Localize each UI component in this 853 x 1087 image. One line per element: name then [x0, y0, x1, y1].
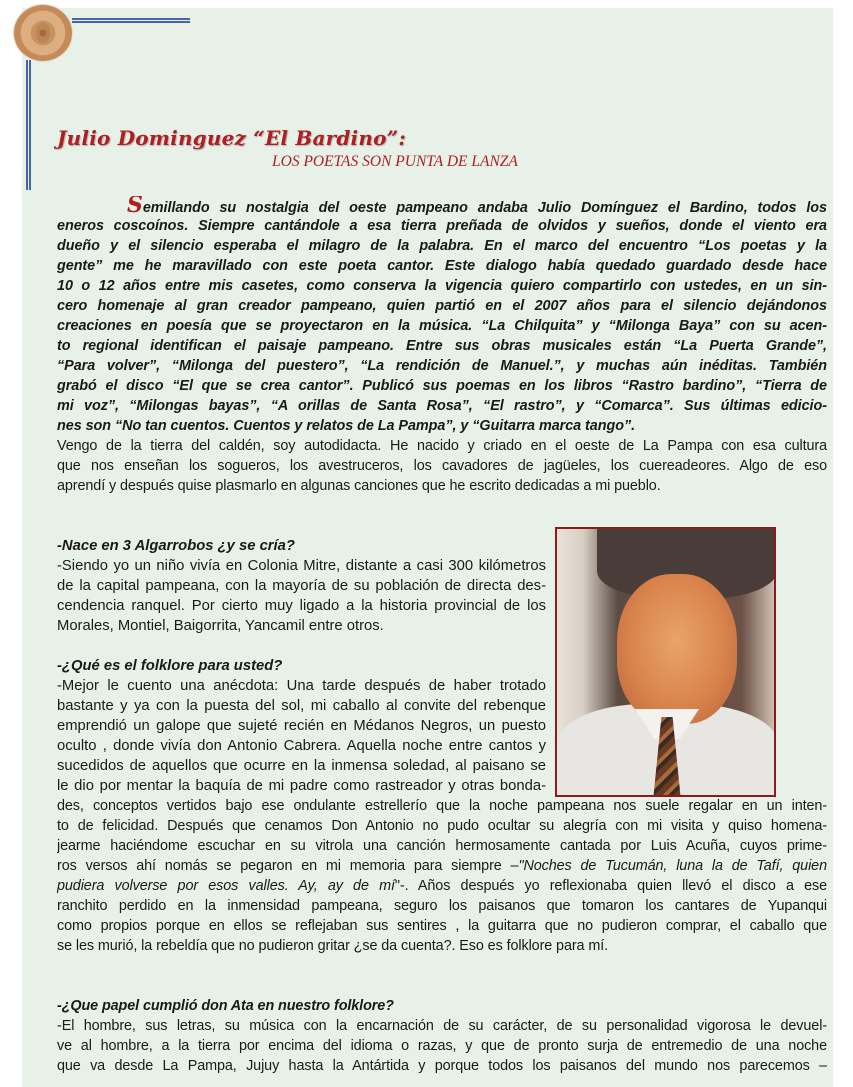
q2-answer-line: oculto , donde vivía don Antonio Cabrera. Aquella noche entre cantos y: [57, 738, 546, 754]
q2-answer-line: le dio por mentar la baquía de mi padre como rastreador y otras bonda-: [57, 778, 546, 794]
portrait-photo: [555, 527, 776, 797]
statement-line: aprendí y después quise plasmarlo en algunas canciones que he escrito dedicadas a mi pueblo.: [57, 478, 661, 494]
intro-line: 10 o 12 años entre mis casetes, como conserva la vigencia quiero compartirlo con ustedes, en un sin-: [57, 278, 827, 294]
q2-quote-line: [57, 876, 827, 896]
q1-question: -Nace en 3 Algarrobos ¿y se cría?: [57, 538, 295, 554]
q2-answer-line: -Mejor le cuento una anécdota: Una tarde después de haber trotado: [57, 678, 546, 694]
statement-line: que nos enseñan los sogueros, los avestruceros, los cavadores de jagüeles, los cuereadeores. Algo de eso: [57, 458, 827, 474]
q1-answer-line: Morales, Montiel, Baigorrita, Yancamil entre otros.: [57, 618, 384, 634]
statement-paragraph: [57, 436, 827, 496]
q3-answer-line: ve al hombre, a la tierra por encima del idioma o razas, y que de pronto surja de entremedio de una noche: [57, 1038, 827, 1054]
q1-answer-line: cendencia ranquel. Por cierto muy ligado a la historia provincial de los: [57, 598, 546, 614]
intro-line: gente” me he maravillado con este poeta cantor. Este dialogo había quedado guardado desde hace: [57, 258, 827, 274]
intro-line: nes son “No tan cuentos. Cuentos y relatos de La Pampa”, y “Guitarra marca tango”.: [57, 418, 636, 434]
intro-line: creaciones en poesía que se proyectaron en la música. “La Chilquita” y “Milonga Baya” con su acen-: [57, 318, 827, 334]
q2-quote-rest: "-. Años después yo reflexionaba quien llevó el disco a ese: [394, 878, 827, 894]
intro-line: cero homenaje al gran creador pampeano, quien partió en el 2007 años para el silencio dejándonos: [57, 298, 827, 314]
q1-answer-line: -Siendo yo un niño vivía en Colonia Mitre, distante a casi 300 kilómetros: [57, 558, 546, 574]
intro-line: “Para volver”, “Milonga del puestero”, “La rendición de Manuel.”, y muchas aún inéditas. También: [57, 358, 827, 374]
article-subtitle: LOS POETAS SON PUNTA DE LANZA: [272, 153, 518, 170]
intro-line-text: emillando su nostalgia del oeste pampeano andaba Julio Domínguez el Bardino, todos los: [142, 200, 827, 216]
q3-block: [57, 996, 827, 1076]
statement-line: Vengo de la tierra del caldén, soy autodidacta. He nacido y criado en el oeste de La Pampa con esa cultura: [57, 438, 827, 454]
q2-quote-prefix: ros versos ahí nomás se pegaron en mi memoria para siempre –: [57, 858, 519, 874]
intro-line: [57, 196, 827, 216]
medallion-icon: [14, 5, 72, 61]
medallion-center: [36, 23, 50, 43]
q2-block: [57, 656, 546, 796]
intro-line: to regional identifican el paisaje pampeano. Entre sus obras musicales están “La Puerta Grande”,: [57, 338, 827, 354]
intro-line: dueño y el silencio esperaba el milagro de la palabra. En el marco del encuentro “Los poetas y la: [57, 238, 827, 254]
q2-answer-line: emprendió un galope que sujeté recién en Médanos Negros, un puesto: [57, 718, 546, 734]
article-title: Julio Dominguez “El Bardino”:: [57, 126, 406, 150]
q3-answer-line: -El hombre, sus letras, su música con la encarnación de su carácter, de su personalidad vigorosa le devuel-: [57, 1018, 827, 1034]
q3-answer-line: que va desde La Pampa, Jujuy hasta la Antártida y porque todos los paisanos del mundo nos parecemos –: [57, 1058, 827, 1074]
q2-question: -¿Qué es el folklore para usted?: [57, 658, 283, 674]
q2-quote-line: [57, 856, 827, 876]
intro-line: mi voz”, “Milongas bayas”, “A orillas de Santa Rosa”, “El rastro”, y “Comarca”. Sus últimas edicio-: [57, 398, 827, 414]
q2-quote-italic-2: pudiera volverse por esos valles. Ay, ay de mí: [57, 878, 395, 894]
q2-continued: [57, 796, 827, 956]
drop-cap: S: [127, 196, 143, 216]
q2-closing-line: como propios porque en ellos se reflejaban sus sentires , la guitarra que no pudieron comprar, el caballo que: [57, 918, 827, 934]
q2-answer-line: to de felicidad. Después que cenamos Don Antonio no pudo ocultar su alegría con mi visita y quiso homena-: [57, 818, 827, 834]
q1-answer-line: de la capital pampeana, con la mayoría de su población de directa des-: [57, 578, 546, 594]
left-double-rule: [26, 60, 31, 190]
q1-block: [57, 536, 546, 636]
q2-answer-line: des, conceptos vertidos bajo ese ondulante estrellerío que la noche pampeana nos suele regalar en un inten-: [57, 798, 827, 814]
q2-quote-italic: "Noches de Tucumán, luna la de Tafí, quien: [518, 858, 827, 874]
photo-face: [617, 574, 737, 724]
q2-closing-line: se les murió, la rebeldía que no pudieron gritar ¿se da cuenta?. Eso es folklore para mí.: [57, 938, 609, 954]
q3-question: -¿Que papel cumplió don Ata en nuestro folklore?: [57, 998, 394, 1014]
intro-line: grabó el disco “El que se crea cantor”. Publicó sus poemas en los libros “Rastro bardino”, “Tierra de: [57, 378, 827, 394]
q2-answer-line: sucedidos de aquellos que ocurre en la inmensa soledad, al paisano se: [57, 758, 546, 774]
q2-answer-line: bastante y ya con la puesta del sol, mi caballo al convite del rebenque: [57, 698, 546, 714]
intro-line: eneros coscoínos. Siempre cantándole a esa tierra preñada de olvidos y sueños, donde el viento era: [57, 218, 827, 234]
q2-closing-line: ranchito perdido en la inmensidad pampeana, seguro los paisanos que tomaron los cantares de Yupanqui: [57, 898, 827, 914]
intro-paragraph: [57, 196, 827, 436]
q2-answer-line: jearme haciéndome escuchar en su vitrola una canción hermosamente cantada por Luis Acuña, cuyos prime-: [57, 838, 827, 854]
top-double-rule: [72, 18, 190, 23]
